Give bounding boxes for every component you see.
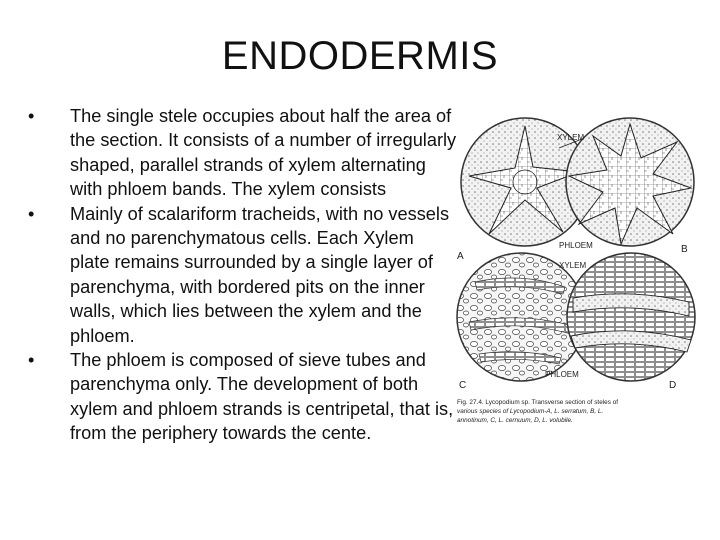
- panel-label-b: B: [681, 244, 688, 255]
- label-phloem-a: PHLOEM: [559, 241, 593, 250]
- bullet-text: The single stele occupies about half the area of the section. It consists of a number of irregularly shaped, parallel strands of xylem alternating with phloem bands. The xylem consists: [70, 106, 457, 200]
- bullet-item: [28, 104, 458, 202]
- stele-illustration: [455, 112, 698, 434]
- label-xylem-a: XYLEM: [557, 133, 585, 142]
- figure-caption-line-1: Fig. 27.4. Lycopodium sp. Transverse section of steles of: [457, 399, 619, 406]
- stele-figure: [455, 112, 698, 434]
- panel-label-d: D: [669, 380, 677, 391]
- label-xylem-b: XYLEM: [559, 261, 587, 270]
- figure-caption-line-2: various species of Lycopodium-A, L. serratum, B, L.: [457, 408, 604, 415]
- bullet-text: Mainly of scalariform tracheids, with no vessels and no parenchymatous cells. Each Xylem plate remains surrounded by a single layer of parenchyma, with bordered pits on the inner walls, which lies between the xylem and the phloem.: [70, 203, 450, 346]
- stele-d: [567, 253, 695, 381]
- bullet-list: [28, 104, 458, 446]
- panel-label-c: C: [459, 380, 467, 391]
- bullet-marker: •: [28, 203, 35, 224]
- slide-title: ENDODERMIS: [221, 34, 499, 78]
- panel-label-a: A: [457, 251, 464, 262]
- stele-b: [566, 118, 694, 246]
- bullet-text: The phloem is composed of sieve tubes and parenchyma only. The development of both xylem and phloem strands is centripetal, that is, from the periphery towards the cente.: [70, 350, 454, 444]
- bullet-item: [28, 202, 458, 348]
- stele-c: [457, 253, 585, 381]
- bullet-marker: •: [28, 106, 35, 126]
- figure-caption-line-3: annotinum, C, L. cernuum, D, L. volubile.: [457, 417, 573, 424]
- label-phloem-c: PHLOEM: [545, 370, 579, 379]
- bullet-marker: •: [28, 350, 35, 371]
- bullet-item: [28, 348, 458, 446]
